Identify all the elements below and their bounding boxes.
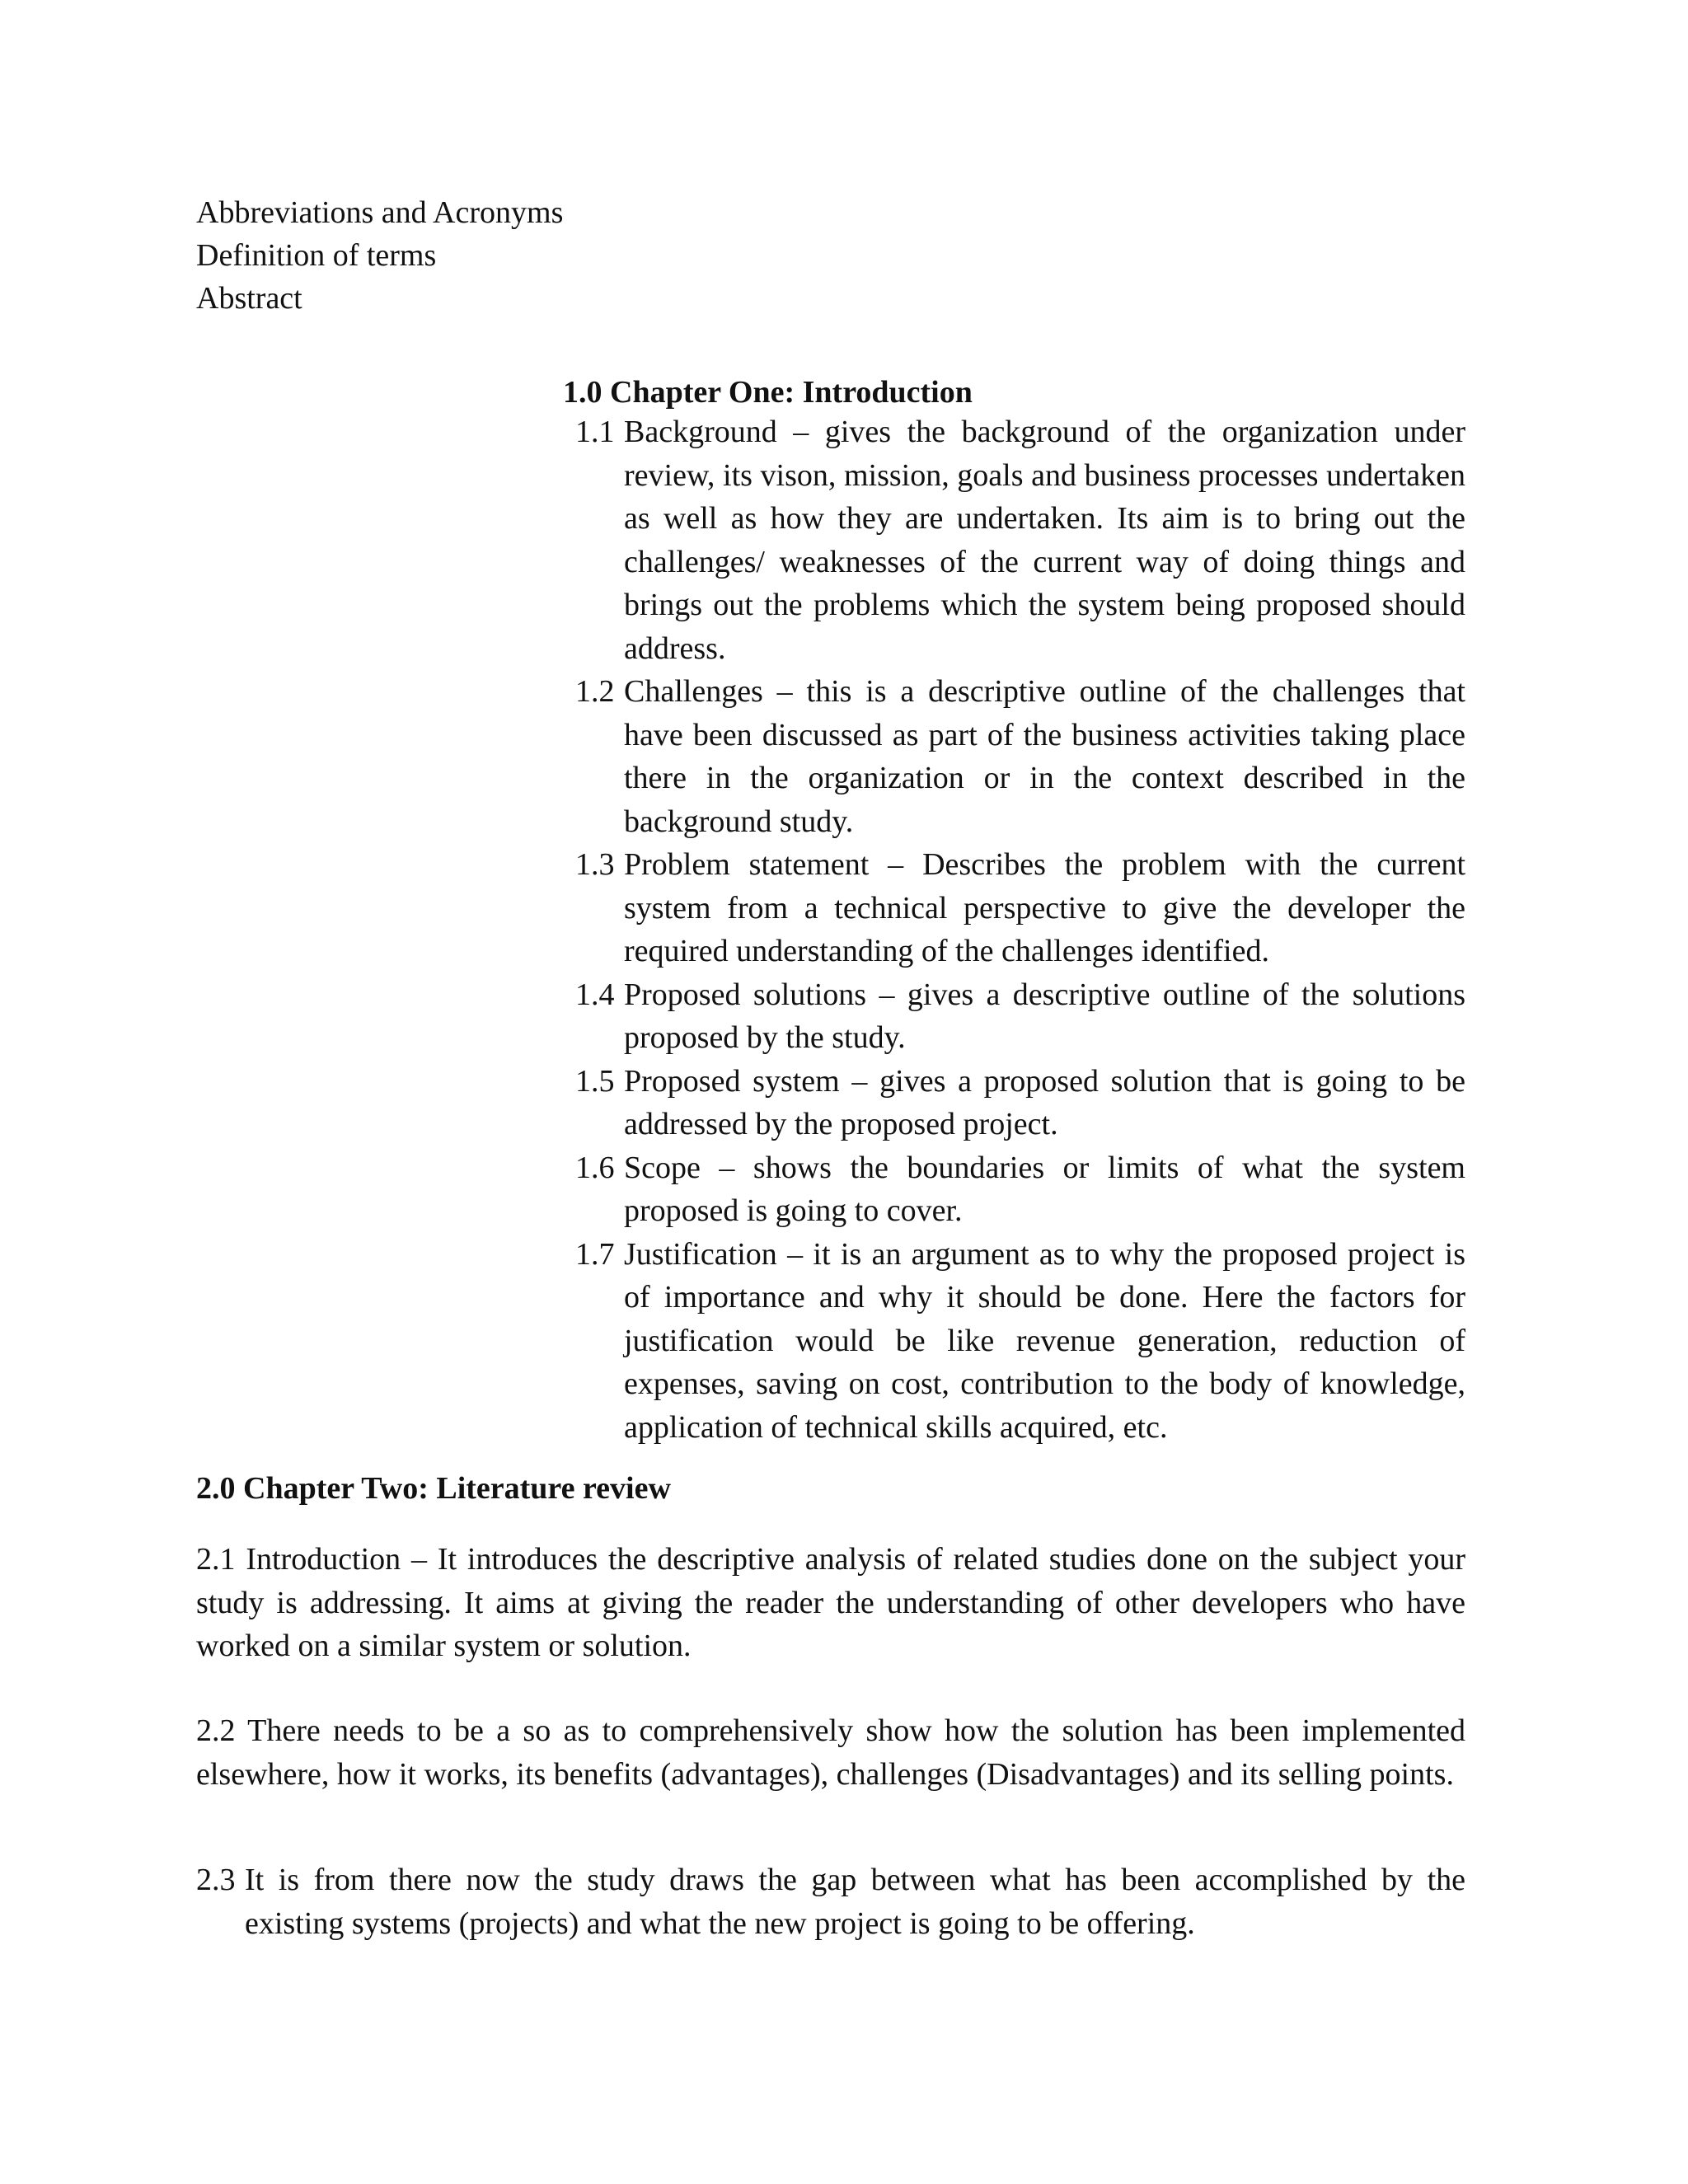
item-number: 1.3 bbox=[575, 847, 615, 882]
list-item bbox=[575, 670, 1465, 843]
item-text: Justification – it is an argument as to why the proposed project is of importance and why it should be done. Here the factors for justification would be like revenue generation, reduction of expenses, saving on cost, contribution to the body of knowledge, application of technical skills acquired, etc. bbox=[624, 1236, 1465, 1445]
item-text: Problem statement – Describes the problem with the current system from a technical perspective to give the developer the required understanding of the challenges identified. bbox=[624, 847, 1465, 968]
abbreviations-heading: Abbreviations and Acronyms bbox=[196, 195, 564, 230]
list-item bbox=[575, 973, 1465, 1060]
item-text: Proposed system – gives a proposed solution that is going to be addressed by the proposed project. bbox=[624, 1063, 1465, 1141]
item-number: 1.6 bbox=[575, 1150, 615, 1185]
list-item bbox=[575, 1146, 1465, 1233]
paragraph-number: 2.3 bbox=[196, 1863, 236, 1897]
paragraph-2-1: 2.1 Introduction – It introduces the descriptive analysis of related studies done on the subject your study is addressing. It aims at giving the reader the understanding of other developers who have worked on a similar system or solution. bbox=[196, 1542, 1465, 1663]
list-item bbox=[575, 1233, 1465, 1450]
item-text: Background – gives the background of the organization under review, its vison, mission, goals and business processes undertaken as well as how they are undertaken. Its aim is to bring out the challenges/ weaknesses of the current way of doing things and brings out the problems which the system being proposed should address. bbox=[624, 415, 1465, 666]
item-text: Scope – shows the boundaries or limits of what the system proposed is going to cover. bbox=[624, 1150, 1465, 1228]
item-text: Challenges – this is a descriptive outline of the challenges that have been discussed as part of the business activities taking place there in the organization or in the context described in the background study. bbox=[624, 674, 1465, 839]
list-item bbox=[575, 843, 1465, 973]
paragraph-text: It is from there now the study draws the gap between what has been accomplished by the existing systems (projects) and what the new project is going to be offering. bbox=[245, 1863, 1465, 1941]
abstract-heading: Abstract bbox=[196, 281, 302, 316]
front-matter-list bbox=[196, 191, 563, 320]
definitions-heading: Definition of terms bbox=[196, 238, 437, 273]
chapter-two-heading: 2.0 Chapter Two: Literature review bbox=[196, 1471, 671, 1506]
item-number: 1.4 bbox=[575, 977, 615, 1012]
item-number: 1.2 bbox=[575, 674, 615, 709]
chapter-one-list bbox=[575, 410, 1465, 1449]
paragraph-2-2: 2.2 There needs to be a so as to comprehensively show how the solution has been implemented elsewhere, how it works, its benefits (advantages), challenges (Disadvantages) and its selling points. bbox=[196, 1713, 1465, 1792]
chapter-one-heading: 1.0 Chapter One: Introduction bbox=[563, 375, 973, 410]
item-text: Proposed solutions – gives a descriptive outline of the solutions proposed by the study. bbox=[624, 977, 1465, 1055]
item-number: 1.7 bbox=[575, 1236, 615, 1272]
item-number: 1.1 bbox=[575, 415, 615, 449]
paragraph-2-3 bbox=[196, 1858, 1465, 1945]
list-item bbox=[575, 1060, 1465, 1146]
item-number: 1.5 bbox=[575, 1063, 615, 1099]
list-item bbox=[575, 410, 1465, 670]
